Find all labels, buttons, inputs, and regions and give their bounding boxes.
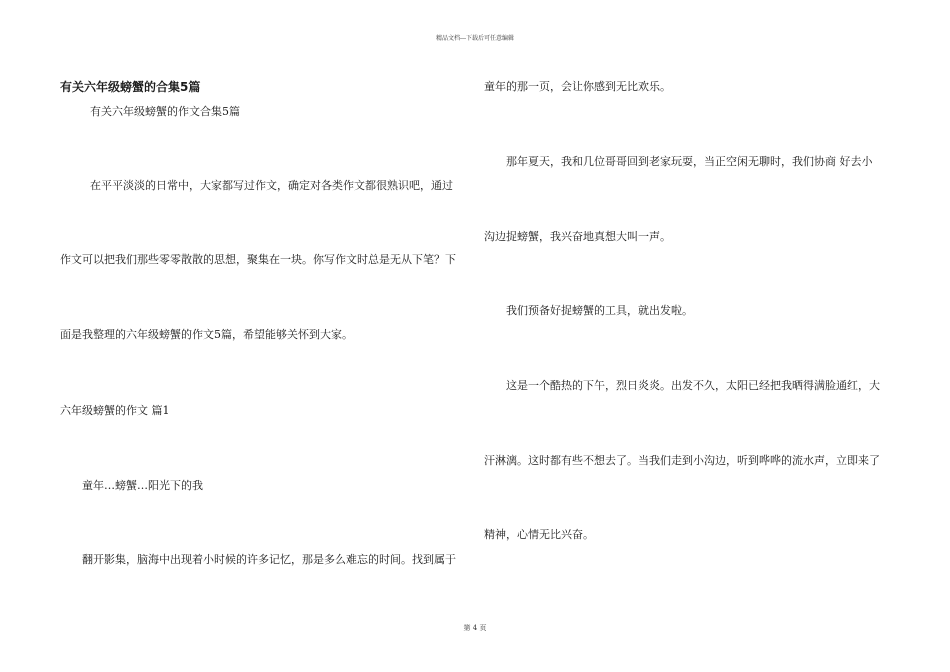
paragraph-line: 童年的那一页，会让你感到无比欢乐。: [484, 80, 671, 93]
page-number: 第 4 页: [463, 624, 487, 632]
paragraph-line: 在平平淡淡的日常中，大家都写过作文，确定对各类作文都很熟识吧，通过: [90, 179, 453, 192]
paragraph-line: 这是一个酷热的下午，烈日炎炎。出发不久，太阳已经把我晒得满脸通红，大: [506, 379, 880, 392]
document-title: 有关六年级螃蟹的合集5篇: [60, 80, 201, 94]
subtitle-line: 有关六年级螃蟹的作文合集5篇: [90, 105, 240, 118]
paragraph-line: 作文可以把我们那些零零散散的思想，聚集在一块。你写作文时总是无从下笔？下: [60, 253, 456, 266]
paragraph-line: 精神，心情无比兴奋。: [484, 528, 594, 541]
paragraph-line: 我们预备好捉螃蟹的工具，就出发啦。: [506, 304, 693, 317]
paragraph-line: 汗淋漓。这时都有些不想去了。当我们走到小沟边，听到哗哗的流水声，立即来了: [484, 454, 880, 467]
paragraph-line: 那年夏天，我和几位哥哥回到老家玩耍，当正空闲无聊时，我们协商 好去小: [506, 155, 873, 168]
page-header: 精品文档---下载后可任意编辑: [435, 35, 515, 42]
paragraph-line: 翻开影集，脑海中出现着小时候的许多记忆，那是多么难忘的时间。找到属于: [82, 553, 456, 566]
paragraph-line: 童年…螃蟹…阳光下的我: [82, 479, 203, 492]
paragraph-line: 面是我整理的六年级螃蟹的作文5篇，希望能够关怀到大家。: [60, 328, 353, 341]
section-heading: 六年级螃蟹的作文 篇1: [60, 404, 170, 417]
paragraph-line: 沟边捉螃蟹，我兴奋地真想大叫一声。: [484, 230, 671, 243]
